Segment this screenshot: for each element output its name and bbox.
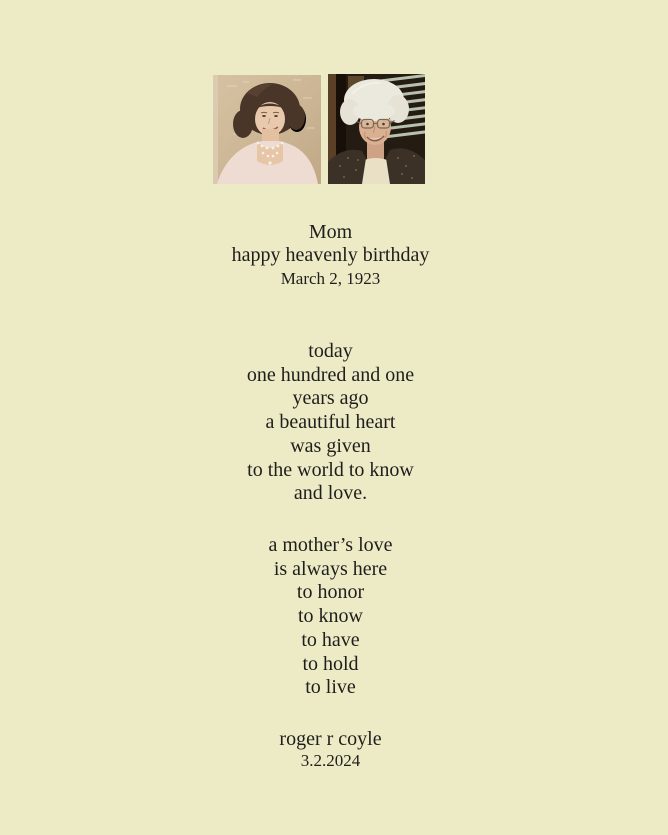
photo-elderly-mom [328, 74, 425, 184]
poem-line: to honor [296, 581, 365, 604]
poem-stanza-2 [0, 534, 661, 700]
poem-line: today [308, 340, 353, 362]
poem-stanza-1 [0, 340, 661, 506]
poem-line: and love. [293, 482, 368, 505]
poem-line: to hold [302, 652, 359, 675]
title-greeting: happy heavenly birthday [231, 244, 430, 266]
poem-line: a mother’s love [268, 534, 393, 556]
signature-block [0, 728, 661, 772]
poem-line: one hundred and one [246, 363, 415, 386]
title-mom: Mom [308, 221, 353, 243]
poem-line: is always here [273, 557, 388, 580]
poem-line: years ago [292, 387, 369, 410]
poem-line: a beautiful heart [265, 411, 396, 434]
birth-date: March 2, 1923 [280, 269, 381, 288]
signature-date: 3.2.2024 [300, 751, 361, 770]
poem-line: to the world to know [247, 458, 414, 481]
poem-line: was given [290, 434, 371, 457]
poem-line: to have [301, 628, 360, 651]
title-block [0, 221, 661, 290]
poem-line: to live [305, 676, 356, 699]
poem-line: to know [298, 605, 363, 628]
author-name: roger r coyle [279, 728, 382, 750]
photo-young-mom [213, 75, 321, 184]
photo-row [213, 74, 425, 184]
